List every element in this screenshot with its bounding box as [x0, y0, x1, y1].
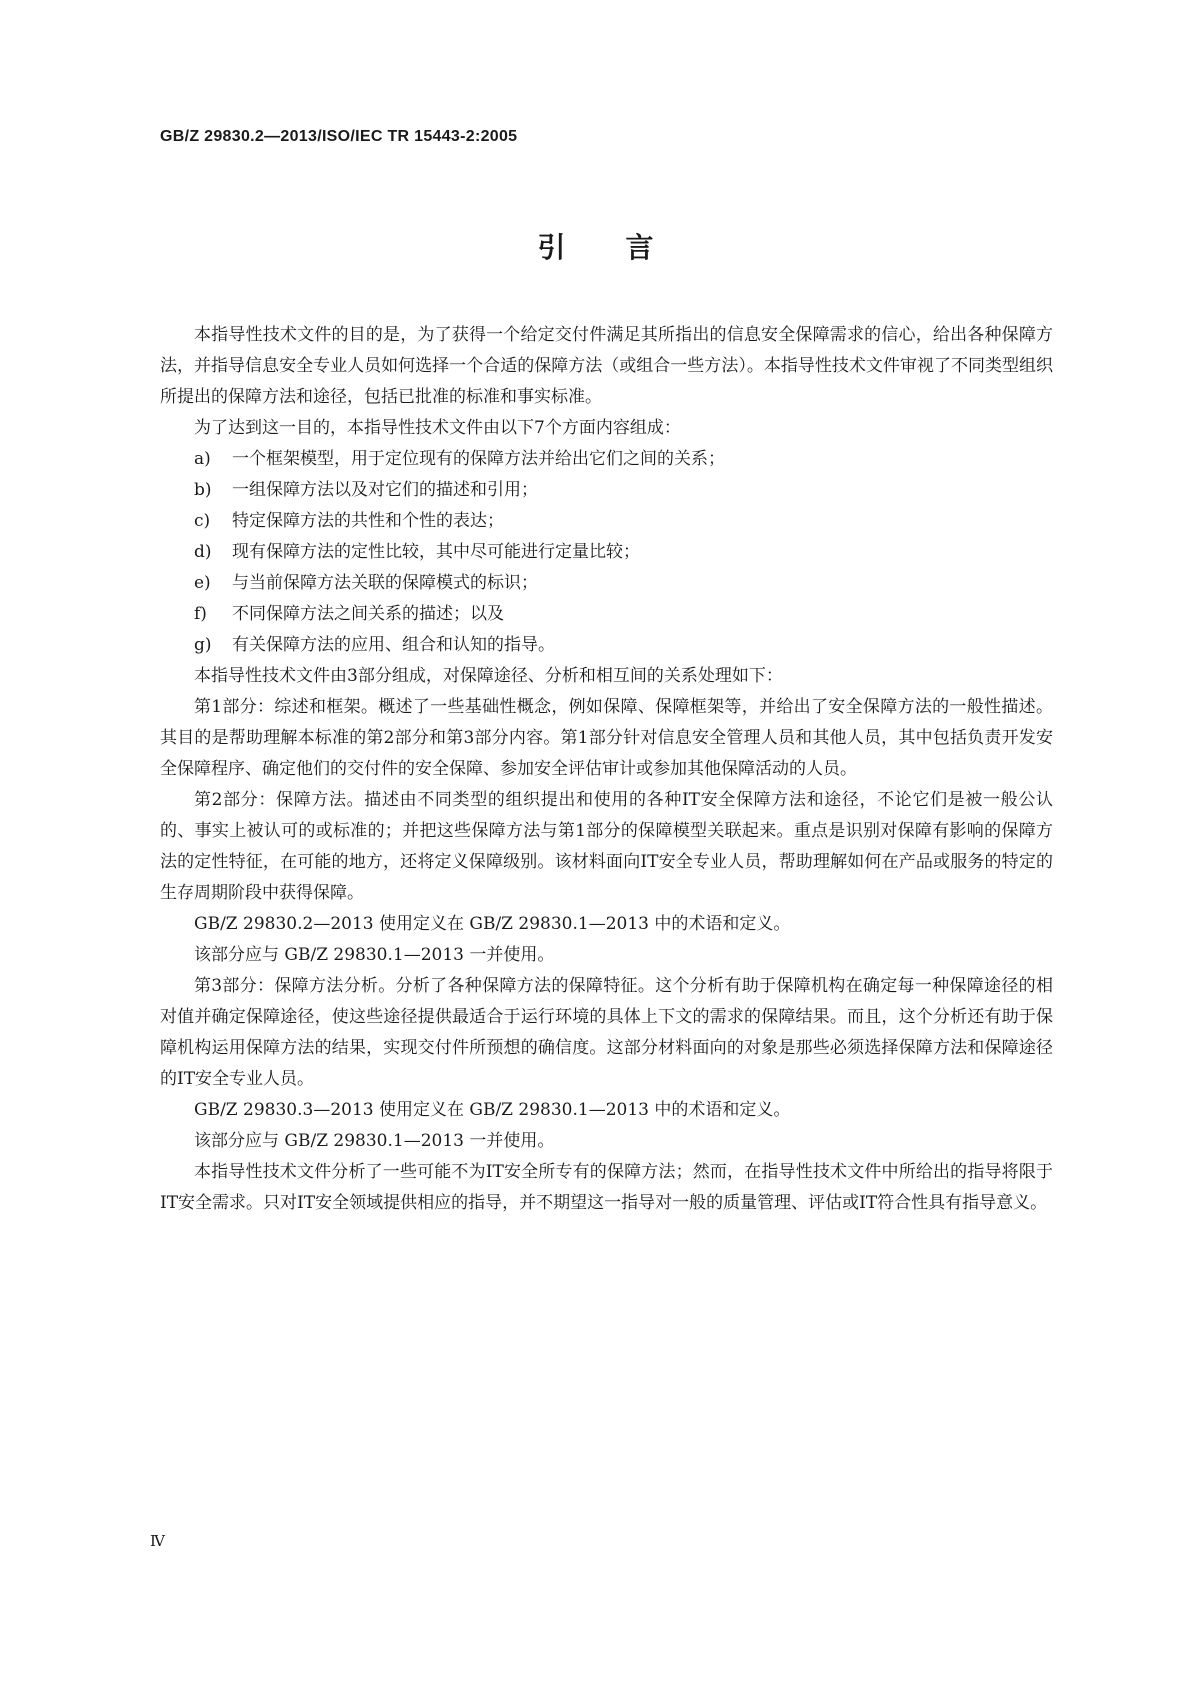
list-text: 一组保障方法以及对它们的描述和引用； [232, 480, 538, 500]
list-marker: b) [194, 480, 212, 500]
paragraph-scope-note: 本指导性技术文件分析了一些可能不为IT安全所专有的保障方法；然而，在指导性技术文件中所给出的指导将限于IT安全需求。只对IT安全领域提供相应的指导，并不期望这一指导对一般的质量管理、评估或IT符合性具有指导意义。 [160, 1162, 1053, 1213]
list-marker: a) [194, 449, 211, 469]
paragraph-part2-usage: 该部分应与 GB/Z 29830.1—2013 一并使用。 [194, 945, 555, 965]
list-item [160, 506, 1053, 537]
body-content [160, 320, 1053, 1219]
paragraph-parts-intro: 本指导性技术文件由3部分组成，对保障途径、分析和相互间的关系处理如下： [194, 666, 783, 686]
paragraph-part3-terms: GB/Z 29830.3—2013 使用定义在 GB/Z 29830.1—2013 中的术语和定义。 [194, 1100, 791, 1120]
list-item [160, 630, 1053, 661]
paragraph-part2: 第2部分：保障方法。描述由不同类型的组织提出和使用的各种IT安全保障方法和途径，不论它们是被一般公认的、事实上被认可的或标准的；并把这些保障方法与第1部分的保障模型关联起来。重点是识别对保障有影响的保障方法的定性特征，在可能的地方，还将定义保障级别。该材料面向IT安全专业人员，帮助理解如何在产品或服务的特定的生存周期阶段中获得保障。 [160, 790, 1053, 903]
list-item [160, 444, 1053, 475]
paragraph-part3-usage: 该部分应与 GB/Z 29830.1—2013 一并使用。 [194, 1131, 555, 1151]
list-item [160, 599, 1053, 630]
page-number: Ⅳ [150, 1532, 165, 1550]
list-text: 一个框架模型，用于定位现有的保障方法并给出它们之间的关系； [232, 449, 725, 469]
list-marker: g) [194, 635, 212, 655]
paragraph-part1: 第1部分：综述和框架。概述了一些基础性概念，例如保障、保障框架等，并给出了安全保障方法的一般性描述。其目的是帮助理解本标准的第2部分和第3部分内容。第1部分针对信息安全管理人员和其他人员，其中包括负责开发安全保障程序、确定他们的交付件的安全保障、参加安全评估审计或参加其他保障活动的人员。 [160, 697, 1053, 779]
list-marker: d) [194, 542, 212, 562]
list-item [160, 568, 1053, 599]
list-marker: e) [194, 573, 211, 593]
list-item [160, 537, 1053, 568]
list-item [160, 475, 1053, 506]
document-id-header: GB/Z 29830.2—2013/ISO/IEC TR 15443-2:2005 [160, 128, 518, 145]
paragraph-part2-terms: GB/Z 29830.2—2013 使用定义在 GB/Z 29830.1—2013 中的术语和定义。 [194, 914, 791, 934]
list-marker: f) [194, 604, 207, 624]
list-text: 与当前保障方法关联的保障模式的标识； [232, 573, 538, 593]
paragraph-composition-intro: 为了达到这一目的，本指导性技术文件由以下7个方面内容组成： [194, 418, 681, 438]
list-text: 有关保障方法的应用、组合和认知的指导。 [232, 635, 555, 655]
paragraph-part3: 第3部分：保障方法分析。分析了各种保障方法的保障特征。这个分析有助于保障机构在确定每一种保障途径的相对值并确定保障途径，使这些途径提供最适合于运行环境的具体上下文的需求的保障结果。而且，这个分析还有助于保障机构运用保障方法的结果，实现交付件所预想的确信度。这部分材料面向的对象是那些必须选择保障方法和保障途径的IT安全专业人员。 [160, 976, 1053, 1089]
paragraph-purpose: 本指导性技术文件的目的是，为了获得一个给定交付件满足其所指出的信息安全保障需求的信心，给出各种保障方法，并指导信息安全专业人员如何选择一个合适的保障方法（或组合一些方法）。本指导性技术文件审视了不同类型组织所提出的保障方法和途径，包括已批准的标准和事实标准。 [160, 325, 1053, 407]
list-text: 现有保障方法的定性比较，其中尽可能进行定量比较； [232, 542, 640, 562]
list-text: 特定保障方法的共性和个性的表达； [232, 511, 504, 531]
page-title: 引言 [537, 231, 714, 264]
list-marker: c) [194, 511, 211, 531]
list-text: 不同保障方法之间关系的描述；以及 [232, 604, 504, 624]
